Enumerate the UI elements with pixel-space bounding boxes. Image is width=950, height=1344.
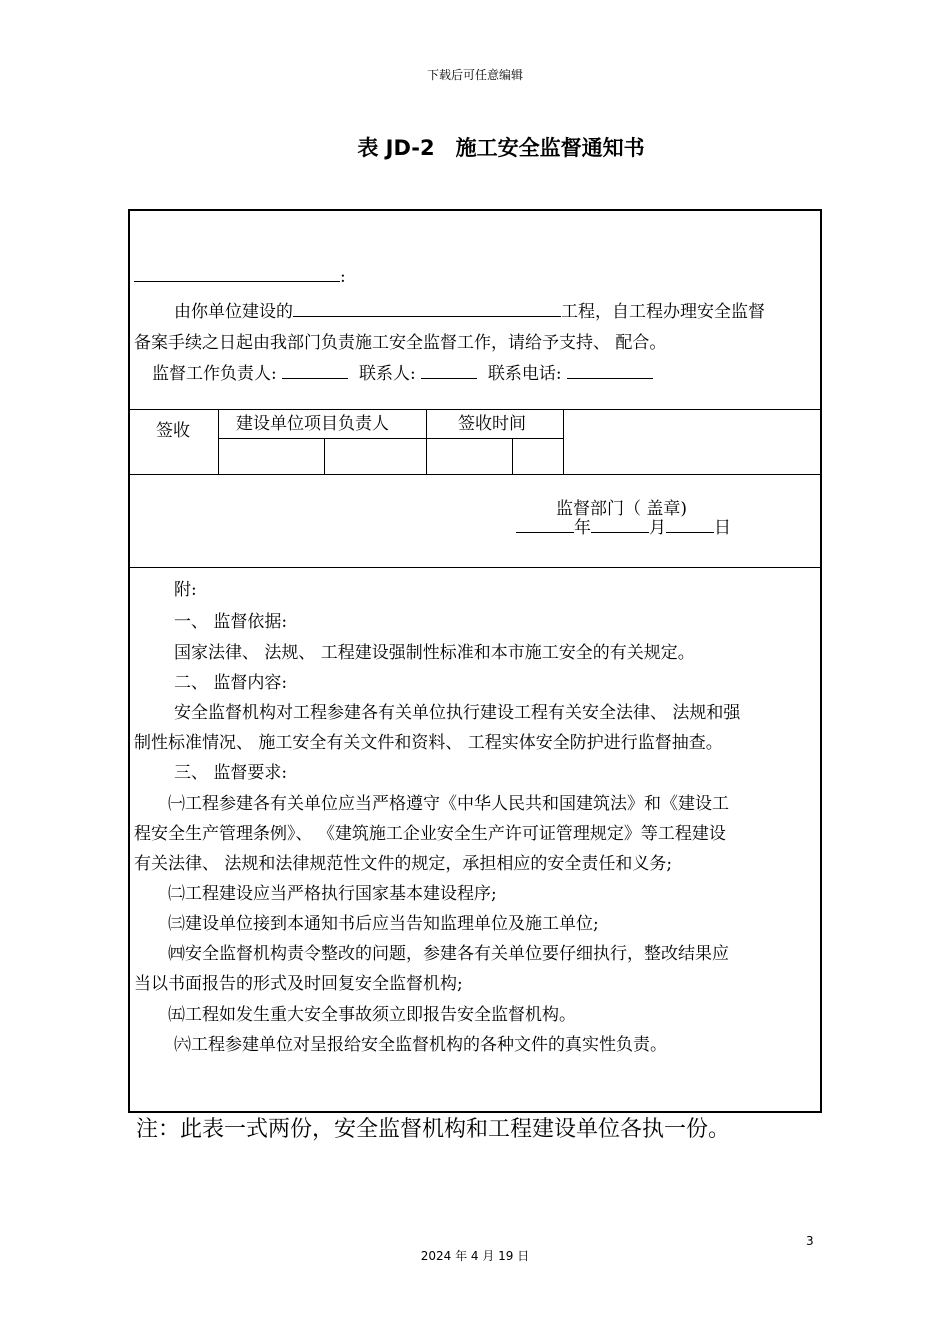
stamp-dept: 监督部门（ 盖章): [556, 499, 688, 519]
phone-blank[interactable]: [567, 362, 653, 379]
appendix-line: ㈤工程如发生重大安全事故须立即报告安全监督机构。: [168, 1005, 576, 1025]
appendix-line: 一、 监督依据:: [174, 612, 288, 632]
divider: [512, 438, 513, 474]
divider: [130, 474, 820, 475]
divider: [426, 409, 427, 474]
appendix-line: 制性标准情况、 施工安全有关文件和资料、 工程实体安全防护进行监督抽查。: [134, 733, 723, 753]
contact-line: 监督工作负责人: 联系人: 联系电话:: [152, 359, 653, 384]
appendix-line: 三、 监督要求:: [174, 763, 288, 783]
supervisor-blank[interactable]: [282, 362, 348, 379]
footnote: 注：此表一式两份，安全监督机构和工程建设单位各执一份。: [136, 1117, 731, 1142]
recipient-blank[interactable]: [134, 265, 340, 282]
notice-line-1: 由你单位建设的 工程，自工程办理安全监督: [174, 302, 765, 322]
sign-time-extra-cell[interactable]: [514, 440, 562, 473]
appendix-line: ㈢建设单位接到本通知书后应当告知监理单位及施工单位;: [168, 914, 599, 934]
appendix-line: 附:: [174, 580, 197, 600]
notice-line-2: 备案手续之日起由我部门负责施工安全监督工作，请给予支持、 配合。: [134, 333, 667, 353]
divider: [563, 409, 564, 474]
notice-form: [128, 209, 822, 1113]
contact-person-blank[interactable]: [421, 362, 477, 379]
appendix-line: 程安全生产管理条例》、 《建筑施工企业安全生产许可证管理规定》等工程建设: [134, 824, 726, 844]
sign-time-cell[interactable]: [428, 440, 511, 473]
appendix-line: 当以书面报告的形式及时回复安全监督机构;: [134, 974, 463, 994]
page-number: 3: [806, 1234, 814, 1248]
appendix-line: 国家法律、 法规、 工程建设强制性标准和本市施工安全的有关规定。: [174, 643, 695, 663]
appendix-line: 安全监督机构对工程参建各有关单位执行建设工程有关安全法律、 法规和强: [174, 703, 741, 723]
project-leader-cell[interactable]: [220, 440, 323, 473]
appendix-line: ㈣安全监督机构责令整改的问题，参建各有关单位要仔细执行，整改结果应: [168, 944, 729, 964]
appendix-line: ㈠工程参建各有关单位应当严格遵守《中华人民共和国建筑法》和《建设工: [168, 794, 729, 814]
sign-col-project-leader: 建设单位项目负责人: [236, 414, 389, 434]
appendix-line: 有关法律、 法规和法律规范性文件的规定，承担相应的安全责任和义务;: [134, 854, 673, 874]
appendix-line: ㈥工程参建单位对呈报给安全监督机构的各种文件的真实性负责。: [174, 1035, 667, 1055]
year-blank[interactable]: [516, 516, 574, 533]
divider: [324, 438, 325, 474]
appendix-line: 二、 监督内容:: [174, 673, 288, 693]
recipient-line: :: [134, 265, 346, 287]
sign-col-time: 签收时间: [458, 414, 526, 434]
day-blank[interactable]: [666, 516, 714, 533]
divider: [218, 409, 219, 474]
project-name-blank[interactable]: [293, 300, 561, 317]
sign-label: 签收: [156, 421, 190, 441]
stamp-date: 年 月 日: [516, 513, 731, 538]
project-leader-sign-cell[interactable]: [326, 440, 425, 473]
document-title: 表 JD-2 施工安全监督通知书: [357, 136, 645, 160]
page-date: 2024 年 4 月 19 日: [420, 1249, 530, 1263]
month-blank[interactable]: [591, 516, 649, 533]
appendix-line: ㈡工程建设应当严格执行国家基本建设程序;: [168, 884, 497, 904]
page-header: 下载后可任意编辑: [426, 68, 523, 82]
divider: [130, 567, 820, 568]
